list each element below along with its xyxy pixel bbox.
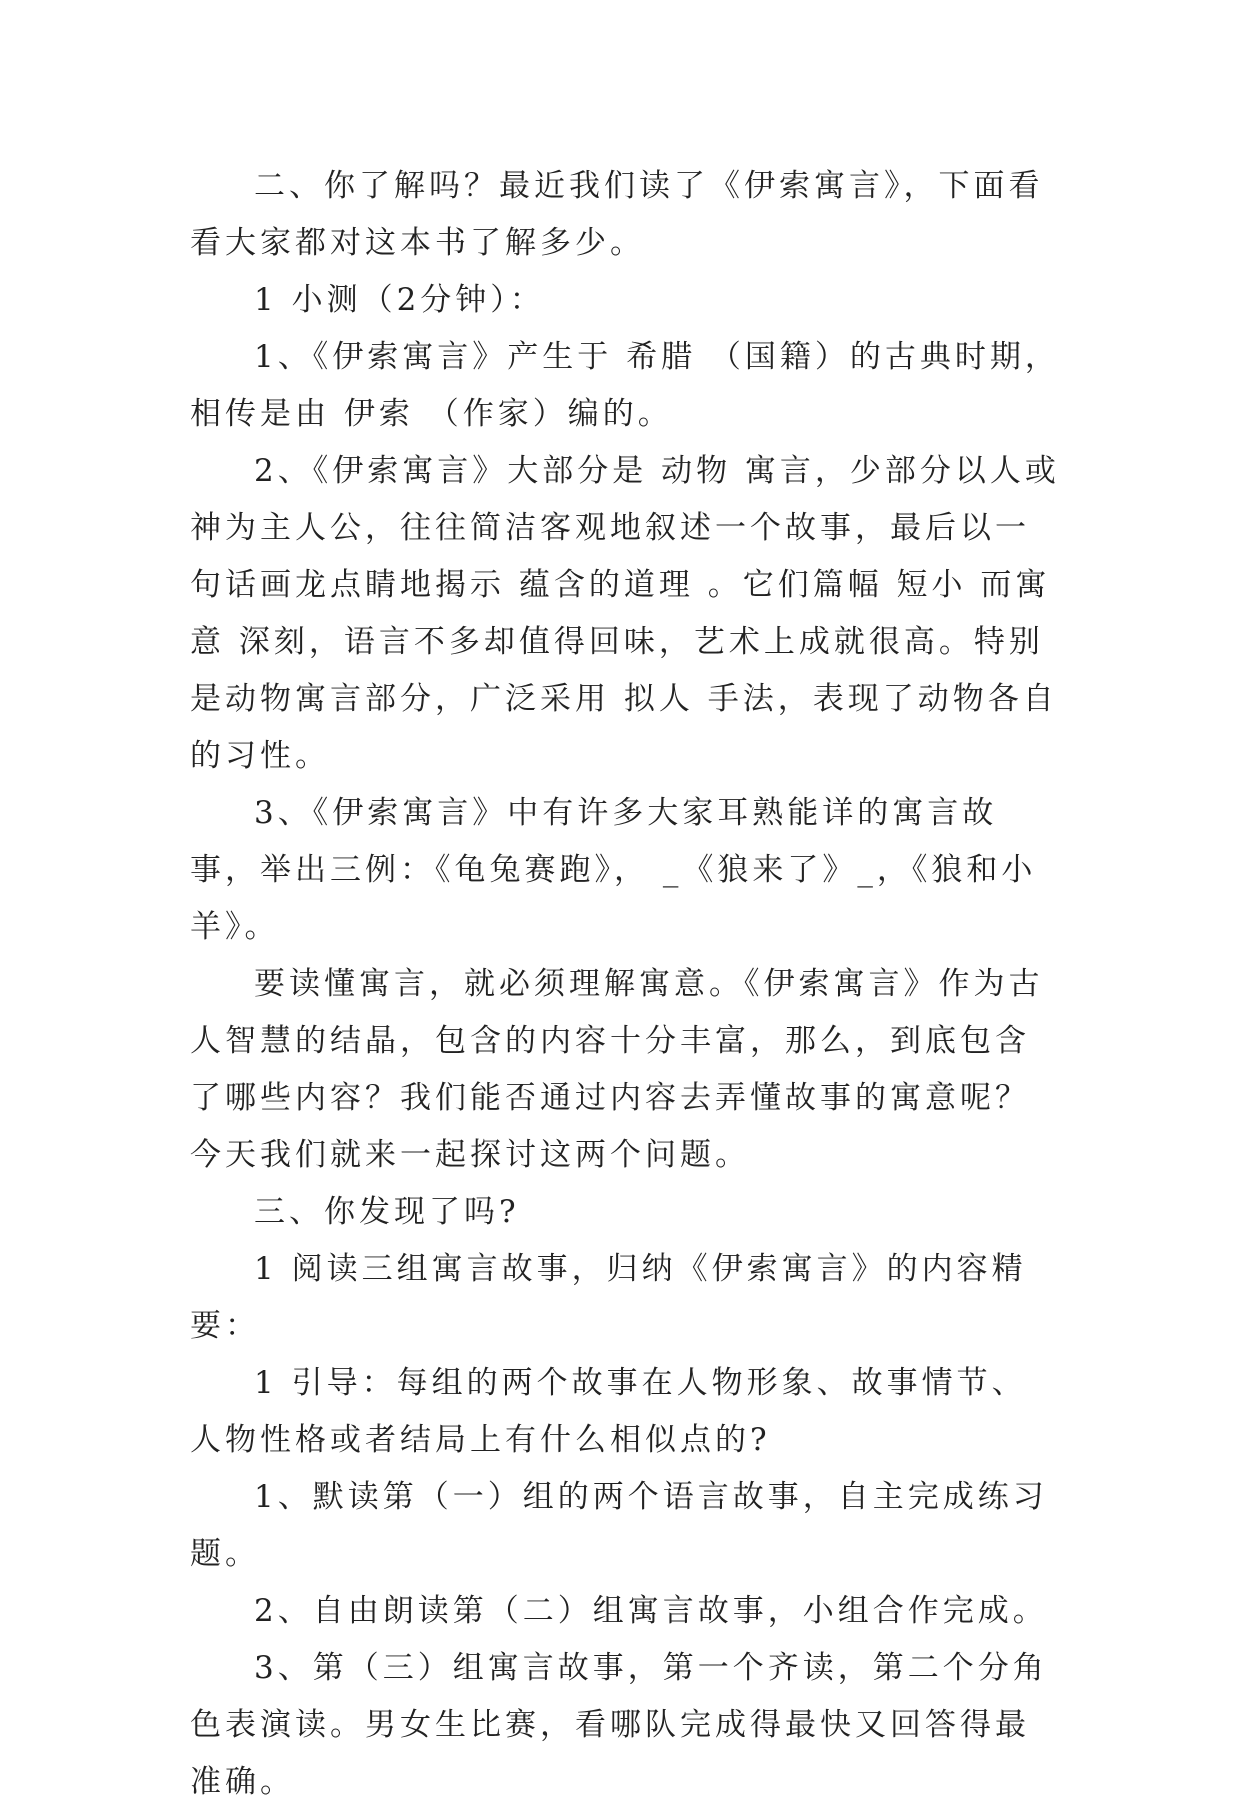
paragraph-group-two: 2、自由朗读第（二）组寓言故事，小组合作完成。 (254, 1593, 1048, 1629)
paragraph-quiz-q1: 1、《伊索寓言》产生于 希腊 （国籍）的古典时期，相传是由 伊索 （作家）编的。 (190, 339, 1060, 432)
paragraph-guidance: 1 引导：每组的两个故事在人物形象、故事情节、人物性格或者结局上有什么相似点的? (190, 1365, 1027, 1458)
paragraph-quiz-q3: 3、《伊索寓言》中有许多大家耳熟能详的寓言故事，举出三例：《龟兔赛跑》， _《狼来了》_，《狼和小羊》。 (190, 795, 1037, 945)
paragraph-quiz-q2: 2、《伊索寓言》大部分是 动物 寓言，少部分以人或神为主人公，往往简洁客观地叙述一个故事，最后以一句话画龙点睛地揭示 蕴含的道理 。它们篇幅 短小 而寓意 深刻，语言不多却值得回味，艺术上成就很高。特别是动物寓言部分，广泛采用 拟人 手法，表现了动物各自的习性。 (190, 453, 1060, 774)
paragraph-group-one: 1、默读第（一）组的两个语言故事，自主完成练习题。 (190, 1479, 1048, 1572)
paragraph-reading-task: 1 阅读三组寓言故事，归纳《伊索寓言》的内容精要： (190, 1251, 1027, 1344)
paragraph-section-three-heading: 三、你发现了吗? (254, 1194, 520, 1230)
paragraph-understanding-fables: 要读懂寓言，就必须理解寓意。《伊索寓言》作为古人智慧的结晶，包含的内容十分丰富，那么，到底包含了哪些内容？我们能否通过内容去弄懂故事的寓意呢？今天我们就来一起探讨这两个问题。 (190, 966, 1044, 1173)
paragraph-section-two-intro: 二、你了解吗？最近我们读了《伊索寓言》，下面看看大家都对这本书了解多少。 (190, 168, 1044, 261)
document-body (190, 158, 1060, 1811)
paragraph-group-three: 3、第（三）组寓言故事，第一个齐读，第二个分角色表演读。男女生比赛，看哪队完成得最快又回答得最准确。 (190, 1650, 1048, 1800)
paragraph-quiz-heading: 1 小测（2分钟）： (254, 282, 545, 318)
